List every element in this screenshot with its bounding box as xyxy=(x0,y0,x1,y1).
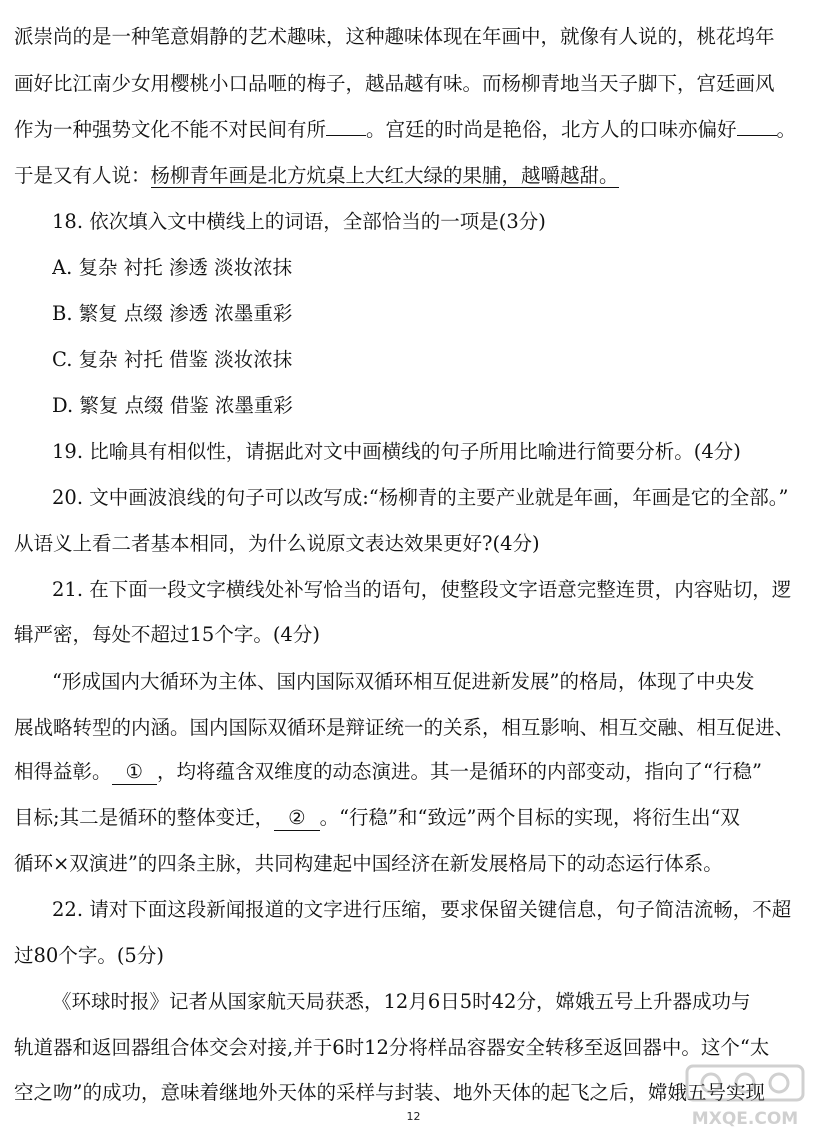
question-22-paragraph-3: 空之吻”的成功，意味着继地外天体的采样与封装、地外天体的起飞之后，嫦娥五号实现 xyxy=(14,1081,765,1104)
passage-text: 。 xyxy=(776,118,797,141)
question-18-option-a: A. 复杂 衬托 渗透 淡妆浓抹 xyxy=(52,256,293,279)
passage-text: 。宫廷的时尚是艳俗，北方人的口味亦偏好 xyxy=(366,118,737,141)
question-21-paragraph-5: 循环×双演进”的四条主脉，共同构建起中国经济在新发展格局下的动态运行体系。 xyxy=(14,852,723,875)
question-20-line-1: 20. 文中画波浪线的句子可以改写成:“杨柳青的主要产业就是年画，年画是它的全部。” xyxy=(52,486,789,509)
passage-text: 作为一种强势文化不能不对民间有所 xyxy=(14,118,327,141)
passage-line-1: 派崇尚的是一种笔意娟静的艺术趣味，这种趣味体现在年画中，就像有人说的，桃花坞年 xyxy=(14,25,775,48)
paragraph-text: 目标;其二是循环的整体变迁， xyxy=(14,806,275,829)
question-22-line-1: 22. 请对下面这段新闻报道的文字进行压缩，要求保留关键信息，句子简洁流畅，不超 xyxy=(52,898,792,921)
question-21-line-1: 21. 在下面一段文字横线处补写恰当的语句，使整段文字语意完整连贯，内容贴切，逻 xyxy=(52,578,792,601)
underlined-sentence: 杨柳青年画是北方炕桌上大红大绿的果脯，越嚼越甜。 xyxy=(150,164,619,187)
question-21-line-2: 辑严密，每处不超过15个字。(4分) xyxy=(14,623,320,646)
watermark-text: MXQE.COM xyxy=(691,1109,799,1129)
question-18-stem: 18. 依次填入文中横线上的词语，全部恰当的一项是(3分) xyxy=(52,210,546,233)
blank-1: ① xyxy=(112,760,157,785)
passage-line-4 xyxy=(14,161,814,191)
question-22-paragraph-1: 《环球时报》记者从国家航天局获悉，12月6日5时42分，嫦娥五号上升器成功与 xyxy=(52,990,751,1013)
question-20-line-2: 从语义上看二者基本相同，为什么说原文表达效果更好?(4分) xyxy=(14,532,540,555)
blank-2: ② xyxy=(274,806,319,831)
question-19: 19. 比喻具有相似性，请据此对文中画横线的句子所用比喻进行简要分析。(4分) xyxy=(52,440,741,463)
passage-line-3 xyxy=(14,115,814,145)
question-22-line-2: 过80个字。(5分) xyxy=(14,944,164,967)
page-number: 12 xyxy=(406,1110,421,1123)
watermark-logo-icon xyxy=(681,1062,809,1132)
question-18-option-c: C. 复杂 衬托 借鉴 淡妆浓抹 xyxy=(52,348,293,371)
question-22-paragraph-2: 轨道器和返回器组合体交会对接,并于6时12分将样品容器安全转移至返回器中。这个“太 xyxy=(14,1036,770,1059)
question-21-paragraph-4 xyxy=(14,803,814,833)
question-18-option-d: D. 繁复 点缀 借鉴 浓墨重彩 xyxy=(52,394,293,417)
fill-blank xyxy=(737,115,777,136)
fill-blank xyxy=(326,115,366,136)
passage-line-2: 画好比江南少女用樱桃小口品咂的梅子，越品越有味。而杨柳青地当天子脚下，宫廷画风 xyxy=(14,72,775,95)
question-21-paragraph-1: “形成国内大循环为主体、国内国际双循环相互促进新发展”的格局，体现了中央发 xyxy=(52,670,755,693)
question-21-paragraph-2: 展战略转型的内涵。国内国际双循环是辩证统一的关系，相互影响、相互交融、相互促进、 xyxy=(14,716,795,739)
paragraph-text: ，均将蕴含双维度的动态演进。其一是循环的内部变动，指向了“行稳” xyxy=(157,760,762,783)
question-18-option-b: B. 繁复 点缀 渗透 浓墨重彩 xyxy=(52,302,293,325)
paragraph-text: 。“行稳”和“致远”两个目标的实现，将衍生出“双 xyxy=(319,806,740,829)
passage-text: 于是又有人说： xyxy=(14,164,151,187)
question-21-paragraph-3 xyxy=(14,757,814,787)
watermark-logo-icon xyxy=(681,1062,809,1132)
paragraph-text: 相得益彰。 xyxy=(14,760,112,783)
